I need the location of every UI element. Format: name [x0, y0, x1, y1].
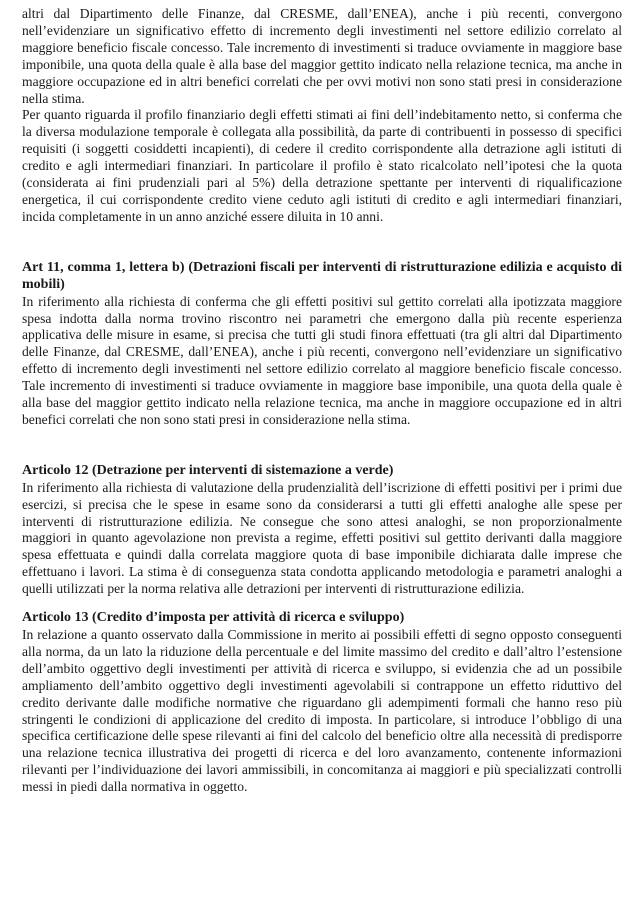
- spacer: [22, 429, 622, 463]
- spacer: [22, 226, 622, 260]
- document-page: [22, 6, 622, 796]
- art13-paragraph: In relazione a quanto osservato dalla Commissione in merito ai possibili effetti di segno opposto conseguenti alla norma, da un lato la riduzione della percentuale e del limite massimo del credito e dall’altro l’estensione dell’ambito oggettivo degli investimenti per attività di ricerca e sviluppo, si evidenzia che ad un possibile ampliamento dell’ambito oggettivo degli investimenti agevolabili si contrappone un effetto riduttivo del credito derivante dalle modifiche normative che riguardano gli adempimenti formali che hanno reso più stringenti le condizioni di applicazione del credito di imposta. In particolare, si introduce l’obbligo di una specifica certificazione delle spese rilevanti ai fini del calcolo del beneficio oltre alla necessità di predisporre una relazione tecnica illustrativa dei progetti di ricerca e del loro avanzamento, contenente informazioni rilevanti per l’individuazione dei lavori ammissibili, in concomitanza ai maggiori e più specializzati controlli messi in piedi dalla normativa in oggetto.: [22, 627, 622, 795]
- spacer: [22, 598, 622, 610]
- art12-heading: Articolo 12 (Detrazione per interventi di sistemazione a verde): [22, 462, 394, 478]
- art12-paragraph: In riferimento alla richiesta di valutazione della prudenzialità dell’iscrizione di effetti positivi per i primi due esercizi, si precisa che le spese in esame sono da considerarsi a tutti gli effetti analoghe alle spese per interventi di ristrutturazione edilizia. Ne consegue che sono attesi analoghi, se non proporzionalmente maggiori in quanto agevolazione non prevista a regime, effetti positivi sul gettito derivanti dalla maggiore spesa effettuata e quindi dalla correlata maggiore quota di base imponibile dichiarata dalle imprese che effettuano i lavori. La stima è di conseguenza stata condotta applicando metodologia e parametri analoghi a quelli utilizzati per la norma relativa alle detrazioni per interventi di ristrutturazione edilizia.: [22, 479, 622, 597]
- art11-paragraph: In riferimento alla richiesta di conferma che gli effetti positivi sul gettito correlati alla ipotizzata maggiore spesa indotta dalla norma trovino riscontro nei parametri che emergono dalla più recente esperienza applicativa delle misure in esame, si precisa che tutti gli studi finora effettuati (tra gli altri dal Dipartimento delle Finanze, dal CRESME, dall’ENEA), anche i più recenti, convergono nell’evidenziare un significativo effetto di incremento degli investimenti nel settore edilizio correlato al maggiore beneficio fiscale concesso. Tale incremento di investimenti si traduce ovviamente in maggiore base imponibile, una quota della quale è alla base del maggior gettito indicato nella relazione tecnica, ma anche in maggiore occupazione ed in altri benefici correlati che non sono stati presi in considerazione nella stima.: [22, 293, 622, 427]
- art13-heading: Articolo 13 (Credito d’imposta per attività di ricerca e sviluppo): [22, 610, 405, 626]
- intro-paragraph-1: altri dal Dipartimento delle Finanze, dal CRESME, dall’ENEA), anche i più recenti, convergono nell’evidenziare un significativo effetto di incremento degli investimenti nel settore edilizio correlato al maggiore beneficio fiscale concesso. Tale incremento di investimenti si traduce ovviamente in maggiore base imponibile, una quota della quale è alla base del maggior gettito indicato nella relazione tecnica, ma anche in maggiore occupazione ed in altri benefici correlati che per ovvi motivi non sono stati presi in considerazione nella stima.: [22, 6, 622, 106]
- intro-paragraph-2: Per quanto riguarda il profilo finanziario degli effetti stimati ai fini dell’indebitamento netto, si conferma che la diversa modulazione temporale è collegata alla possibilità, da parte di contribuenti in possesso di specifici requisiti (i soggetti cosiddetti incapienti), di cedere il credito corrispondente alla detrazione agli istituti di credito e agli intermediari finanziari. In particolare il profilo è stato ricalcolato nell’ipotesi che la quota (considerata ai fini prudenziali pari al 5%) della detrazione spettante per interventi di riqualificazione energetica, il cui corrispondente credito viene ceduto agli istituti di credito e agli intermediari finanziari, incida completamente in un anno anziché essere diluita in 10 anni.: [22, 107, 622, 224]
- art11-heading: Art 11, comma 1, lettera b) (Detrazioni fiscali per interventi di ristrutturazione edilizia e acquisto di mobili): [22, 259, 622, 292]
